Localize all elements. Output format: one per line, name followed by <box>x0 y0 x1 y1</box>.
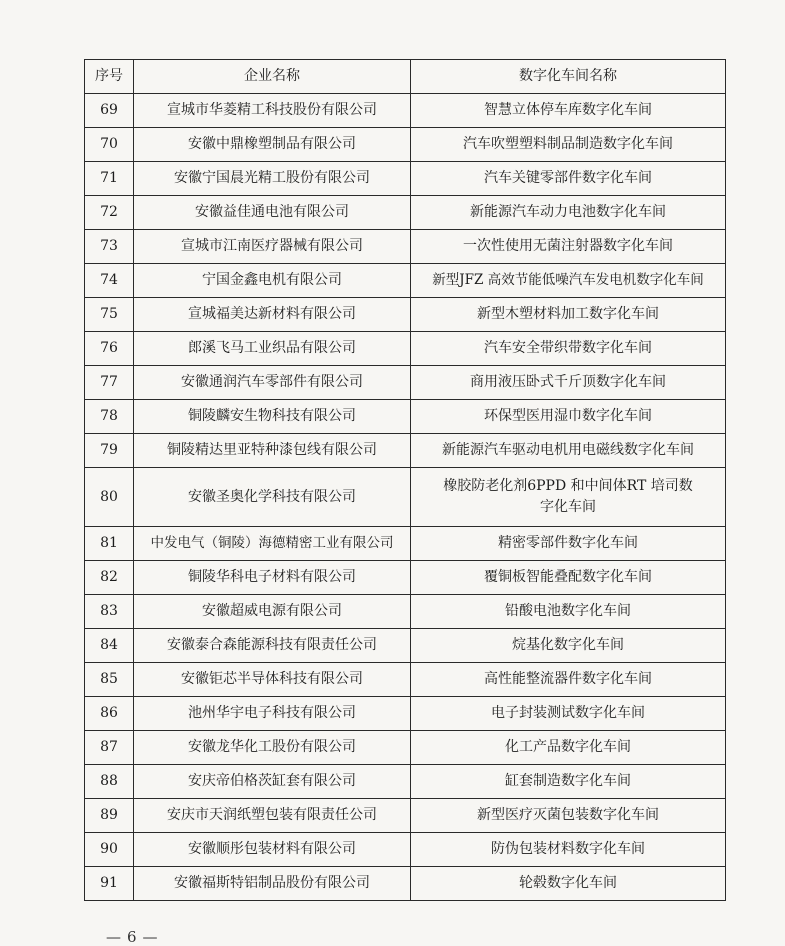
table-row <box>85 731 726 765</box>
row-index: 85 <box>85 663 134 697</box>
table-row <box>85 434 726 468</box>
row-index: 80 <box>85 468 134 527</box>
row-company: 安徽泰合森能源科技有限责任公司 <box>134 629 411 663</box>
table-row <box>85 629 726 663</box>
header-index: 序号 <box>85 60 134 94</box>
table-row <box>85 527 726 561</box>
row-company: 中发电气（铜陵）海德精密工业有限公司 <box>134 527 411 561</box>
row-company: 安徽通润汽车零部件有限公司 <box>134 366 411 400</box>
row-company: 宣城市江南医疗器械有限公司 <box>134 230 411 264</box>
row-workshop: 新能源汽车驱动电机用电磁线数字化车间 <box>411 434 726 468</box>
row-index: 77 <box>85 366 134 400</box>
row-company: 安徽超威电源有限公司 <box>134 595 411 629</box>
row-workshop: 轮毂数字化车间 <box>411 867 726 901</box>
row-workshop: 烷基化数字化车间 <box>411 629 726 663</box>
row-index: 91 <box>85 867 134 901</box>
row-index: 69 <box>85 94 134 128</box>
row-index: 75 <box>85 298 134 332</box>
row-company: 宣城福美达新材料有限公司 <box>134 298 411 332</box>
row-company: 安徽福斯特铝制品股份有限公司 <box>134 867 411 901</box>
row-workshop: 商用液压卧式千斤顶数字化车间 <box>411 366 726 400</box>
row-workshop: 高性能整流器件数字化车间 <box>411 663 726 697</box>
row-workshop: 环保型医用湿巾数字化车间 <box>411 400 726 434</box>
row-company: 郎溪飞马工业织品有限公司 <box>134 332 411 366</box>
row-company: 宣城市华菱精工科技股份有限公司 <box>134 94 411 128</box>
row-index: 74 <box>85 264 134 298</box>
row-workshop: 覆铜板智能叠配数字化车间 <box>411 561 726 595</box>
table-row <box>85 867 726 901</box>
row-workshop: 铅酸电池数字化车间 <box>411 595 726 629</box>
row-company: 池州华宇电子科技有限公司 <box>134 697 411 731</box>
row-workshop: 汽车吹塑塑料制品制造数字化车间 <box>411 128 726 162</box>
row-workshop: 化工产品数字化车间 <box>411 731 726 765</box>
row-company: 安庆帝伯格茨缸套有限公司 <box>134 765 411 799</box>
row-index: 72 <box>85 196 134 230</box>
table-row <box>85 663 726 697</box>
row-index: 86 <box>85 697 134 731</box>
row-workshop: 汽车安全带织带数字化车间 <box>411 332 726 366</box>
table-row <box>85 298 726 332</box>
row-index: 71 <box>85 162 134 196</box>
row-index: 70 <box>85 128 134 162</box>
row-company: 安徽顺彤包装材料有限公司 <box>134 833 411 867</box>
row-workshop: 精密零部件数字化车间 <box>411 527 726 561</box>
table-row <box>85 833 726 867</box>
table-row <box>85 400 726 434</box>
row-company: 宁国金鑫电机有限公司 <box>134 264 411 298</box>
row-index: 88 <box>85 765 134 799</box>
row-company: 安徽钜芯半导体科技有限公司 <box>134 663 411 697</box>
row-workshop: 橡胶防老化剂6PPD 和中间体RT 培司数字化车间 <box>411 468 726 527</box>
row-index: 78 <box>85 400 134 434</box>
table-row <box>85 799 726 833</box>
table-row <box>85 264 726 298</box>
header-workshop: 数字化车间名称 <box>411 60 726 94</box>
row-company: 铜陵华科电子材料有限公司 <box>134 561 411 595</box>
row-company: 安徽圣奥化学科技有限公司 <box>134 468 411 527</box>
table-row <box>85 366 726 400</box>
row-workshop: 一次性使用无菌注射器数字化车间 <box>411 230 726 264</box>
row-workshop: 汽车关键零部件数字化车间 <box>411 162 726 196</box>
row-company: 安庆市天润纸塑包装有限责任公司 <box>134 799 411 833</box>
row-index: 73 <box>85 230 134 264</box>
row-index: 90 <box>85 833 134 867</box>
table-row <box>85 230 726 264</box>
table-header-row <box>85 60 726 94</box>
row-workshop: 智慧立体停车库数字化车间 <box>411 94 726 128</box>
row-index: 83 <box>85 595 134 629</box>
table-row <box>85 94 726 128</box>
row-index: 81 <box>85 527 134 561</box>
row-workshop: 新型医疗灭菌包装数字化车间 <box>411 799 726 833</box>
page-number: —6— <box>106 928 164 946</box>
row-company: 铜陵麟安生物科技有限公司 <box>134 400 411 434</box>
row-workshop: 缸套制造数字化车间 <box>411 765 726 799</box>
table-row <box>85 128 726 162</box>
table-row <box>85 697 726 731</box>
table-row <box>85 332 726 366</box>
row-workshop: 防伪包装材料数字化车间 <box>411 833 726 867</box>
row-company: 安徽龙华化工股份有限公司 <box>134 731 411 765</box>
row-workshop: 电子封装测试数字化车间 <box>411 697 726 731</box>
row-company: 安徽中鼎橡塑制品有限公司 <box>134 128 411 162</box>
row-company: 安徽宁国晨光精工股份有限公司 <box>134 162 411 196</box>
header-company: 企业名称 <box>134 60 411 94</box>
row-index: 82 <box>85 561 134 595</box>
row-workshop: 新能源汽车动力电池数字化车间 <box>411 196 726 230</box>
table-row <box>85 595 726 629</box>
table-row <box>85 765 726 799</box>
row-index: 79 <box>85 434 134 468</box>
table-row <box>85 468 726 527</box>
table-row <box>85 196 726 230</box>
row-index: 87 <box>85 731 134 765</box>
row-workshop: 新型JFZ 高效节能低噪汽车发电机数字化车间 <box>411 264 726 298</box>
row-company: 铜陵精达里亚特种漆包线有限公司 <box>134 434 411 468</box>
workshop-table <box>84 59 726 901</box>
row-index: 84 <box>85 629 134 663</box>
row-index: 89 <box>85 799 134 833</box>
row-workshop: 新型木塑材料加工数字化车间 <box>411 298 726 332</box>
table-row <box>85 162 726 196</box>
row-index: 76 <box>85 332 134 366</box>
row-company: 安徽益佳通电池有限公司 <box>134 196 411 230</box>
table-row <box>85 561 726 595</box>
